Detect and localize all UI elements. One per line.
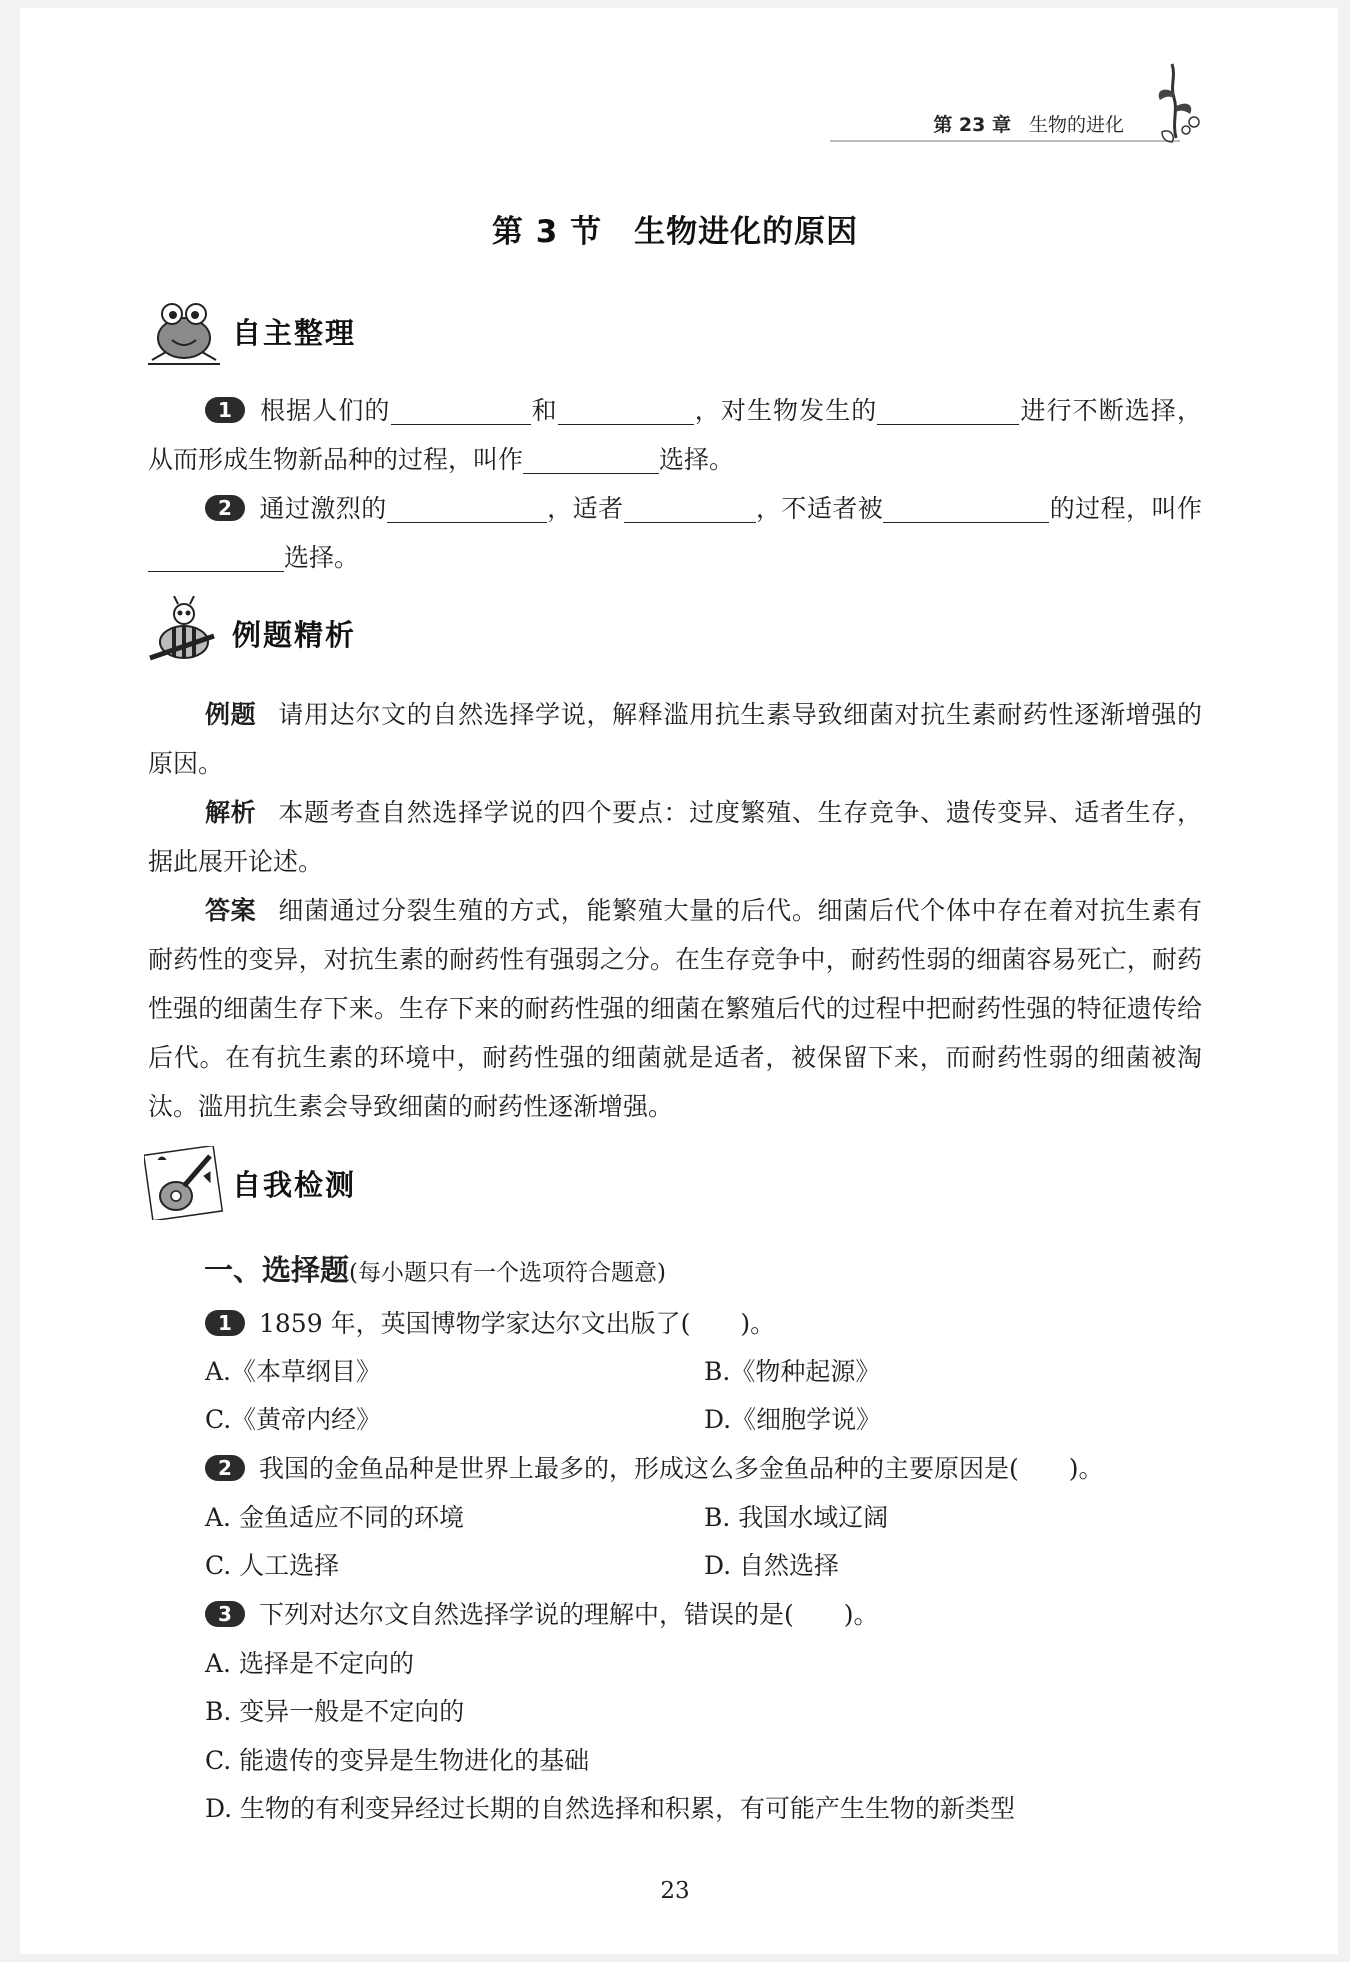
choice-question-1 bbox=[205, 1304, 775, 1340]
question-text: ，适者 bbox=[546, 494, 624, 523]
section-title: 第 3 节 生物进化的原因 bbox=[491, 214, 859, 250]
question-text: 选择。 bbox=[659, 445, 735, 474]
question-number: 3 bbox=[205, 1601, 245, 1627]
answer-blank[interactable] bbox=[148, 541, 284, 572]
question-text: 和 bbox=[530, 396, 558, 425]
option-c[interactable]: C. 人工选择 bbox=[205, 1551, 340, 1580]
question-text: 根据人们的 bbox=[259, 396, 391, 425]
question-text: ，不适者被 bbox=[755, 494, 884, 523]
answer-blank[interactable] bbox=[558, 394, 694, 425]
choice-section-heading bbox=[204, 1248, 666, 1289]
example-analysis bbox=[148, 788, 1202, 886]
question-number: 2 bbox=[205, 495, 245, 521]
answer-blank[interactable] bbox=[523, 443, 659, 474]
question-text: 通过激烈的 bbox=[259, 494, 387, 523]
question-text: 的过程，叫作 bbox=[1049, 494, 1202, 523]
option-b[interactable]: B. 变异一般是不定向的 bbox=[205, 1697, 465, 1726]
answer-blank[interactable] bbox=[624, 492, 756, 523]
section-label: 自我检测 bbox=[232, 1167, 357, 1202]
section-label: 例题精析 bbox=[232, 617, 357, 652]
question-text: 进行不断选择，从而形成生物新品种的过程，叫作 bbox=[148, 396, 1202, 474]
question-number: 1 bbox=[205, 1310, 245, 1336]
option-d[interactable]: D. 自然选择 bbox=[704, 1551, 840, 1580]
chapter-title: 生物的进化 bbox=[1028, 114, 1124, 136]
chapter-number: 第 23 章 bbox=[933, 114, 1011, 136]
question-number: 1 bbox=[205, 397, 245, 423]
option-d[interactable]: D. 生物的有利变异经过长期的自然选择和积累，有可能产生生物的新类型 bbox=[205, 1794, 1016, 1823]
answer-text: 细菌通过分裂生殖的方式，能繁殖大量的后代。细菌后代个体中存在着对抗生素有耐药性的变异，对抗生素的耐药性有强弱之分。在生存竞争中，耐药性弱的细菌容易死亡，耐药性强的细菌生存下来。生存下来的耐药性强的细菌在繁殖后代的过程中把耐药性强的特征遗传给后代。在有抗生素的环境中，耐药性强的细菌就是适者，被保留下来，而耐药性弱的细菌被淘汰。滥用抗生素会导致细菌的耐药性逐渐增强。 bbox=[148, 896, 1202, 1121]
analysis-text: 本题考查自然选择学说的四个要点：过度繁殖、生存竞争、遗传变异、适者生存，据此展开论述。 bbox=[148, 798, 1202, 876]
example-answer bbox=[148, 886, 1202, 1131]
option-a[interactable]: A. 金鱼适应不同的环境 bbox=[205, 1503, 464, 1532]
choice-heading: 一、选择题 bbox=[204, 1253, 350, 1287]
question-text: 我国的金鱼品种是世界上最多的，形成这么多金鱼品种的主要原因是( )。 bbox=[259, 1454, 1104, 1483]
page-number: 23 bbox=[660, 1878, 690, 1904]
answer-blank[interactable] bbox=[877, 394, 1019, 425]
answer-blank[interactable] bbox=[391, 394, 531, 425]
guitar-icon bbox=[144, 1146, 224, 1220]
option-b[interactable]: B.《物种起源》 bbox=[704, 1357, 881, 1386]
flower-ornament-icon bbox=[1142, 62, 1212, 152]
question-number: 2 bbox=[205, 1455, 245, 1481]
example-question bbox=[148, 690, 1202, 788]
choice-question-2 bbox=[205, 1449, 1104, 1485]
option-b[interactable]: B. 我国水域辽阔 bbox=[704, 1503, 889, 1532]
example-tag: 例题 bbox=[205, 700, 257, 729]
answer-tag: 答案 bbox=[205, 896, 257, 925]
section-label: 自主整理 bbox=[232, 315, 357, 350]
section-heading-self-study bbox=[144, 296, 356, 366]
answer-blank[interactable] bbox=[387, 492, 547, 523]
example-text: 请用达尔文的自然选择学说，解释滥用抗生素导致细菌对抗生素耐药性逐渐增强的原因。 bbox=[148, 700, 1202, 778]
option-c[interactable]: C. 能遗传的变异是生物进化的基础 bbox=[205, 1746, 590, 1775]
bee-icon bbox=[144, 596, 224, 670]
choice-question-3 bbox=[205, 1595, 879, 1631]
question-text: ，对生物发生的 bbox=[693, 396, 878, 425]
question-text: 1859 年，英国博物学家达尔文出版了( )。 bbox=[259, 1309, 776, 1338]
answer-blank[interactable] bbox=[883, 492, 1049, 523]
choice-heading-note: (每小题只有一个选项符合题意) bbox=[349, 1260, 666, 1286]
option-d[interactable]: D.《细胞学说》 bbox=[704, 1405, 882, 1434]
fill-question-1 bbox=[148, 386, 1202, 484]
section-heading-self-test bbox=[144, 1148, 356, 1218]
analysis-tag: 解析 bbox=[205, 798, 257, 827]
section-heading-examples bbox=[144, 598, 356, 668]
question-text: 下列对达尔文自然选择学说的理解中，错误的是( )。 bbox=[259, 1600, 879, 1629]
option-a[interactable]: A.《本草纲目》 bbox=[205, 1357, 382, 1386]
option-a[interactable]: A. 选择是不定向的 bbox=[205, 1649, 414, 1678]
option-c[interactable]: C.《黄帝内经》 bbox=[205, 1405, 382, 1434]
frog-icon bbox=[144, 294, 224, 368]
running-header bbox=[830, 96, 1180, 142]
question-text: 选择。 bbox=[284, 543, 360, 572]
fill-question-2 bbox=[148, 484, 1202, 582]
